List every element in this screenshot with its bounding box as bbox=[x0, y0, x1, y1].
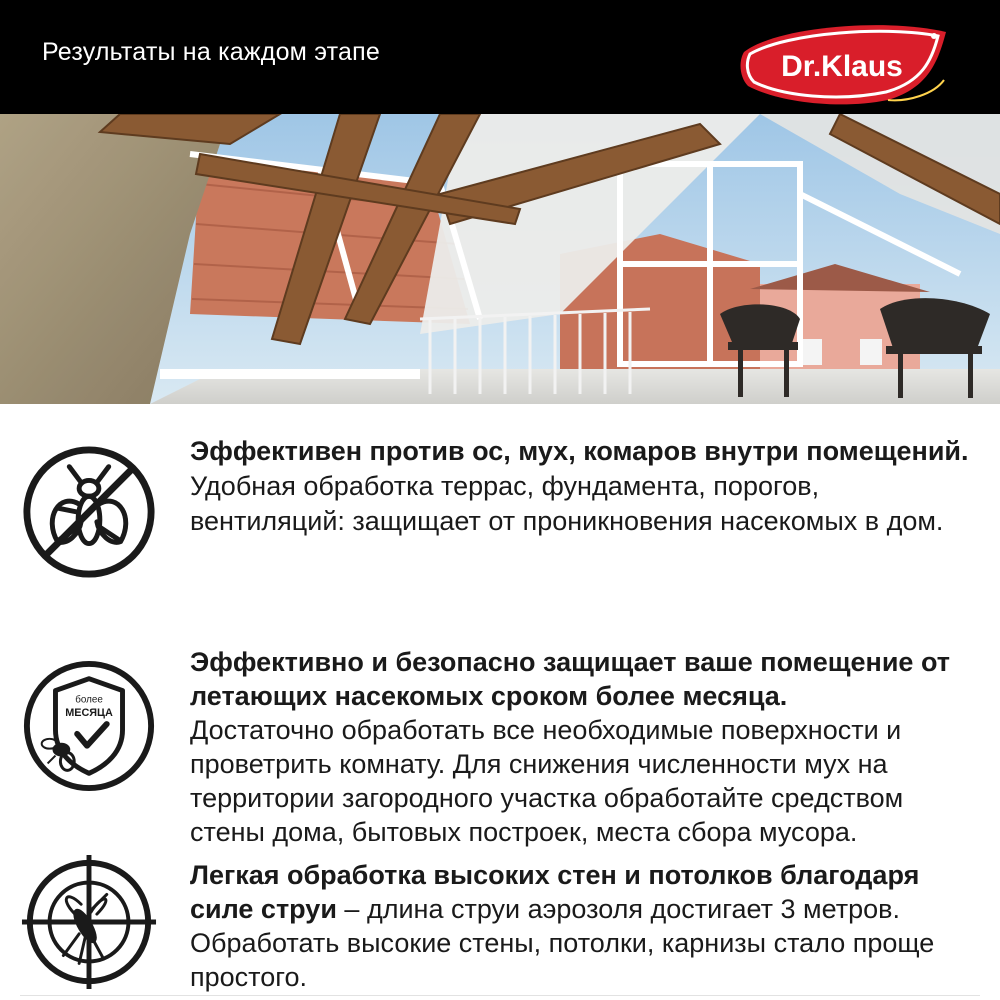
feature-text-2 bbox=[190, 645, 980, 849]
brand-logo bbox=[738, 22, 952, 106]
feature-text-1 bbox=[190, 434, 980, 539]
feature-body-1: Удобная обработка террас, фундамента, порогов, вентиляций: защищает от проникновения насекомых в дом. bbox=[190, 471, 944, 536]
bottom-divider bbox=[20, 995, 980, 996]
feature-title-2: Эффективно и безопасно защищает ваше помещение от летающих насекомых сроком более месяца. bbox=[190, 647, 950, 711]
shield-check-wasp-icon bbox=[20, 657, 158, 795]
page-title: Результаты на каждом этапе bbox=[42, 38, 380, 66]
feature-title-1: Эффективен против ос, мух, комаров внутри помещений. bbox=[190, 436, 969, 466]
attic-room-illustration bbox=[0, 114, 1000, 404]
brand-logo-text: Dr.Klaus bbox=[781, 50, 903, 83]
feature-text-3 bbox=[190, 858, 980, 994]
badge-line-1: более bbox=[75, 694, 103, 706]
crossed-fly-icon bbox=[20, 443, 158, 581]
feature-body-2: Достаточно обработать все необходимые поверхности и проветрить комнату. Для снижения численности мух на территории загородного участка обработайте средством стены дома, бытовых построек, места сбора мусора. bbox=[190, 715, 904, 847]
feature-body-3: – длина струи аэрозоля достигает 3 метров. Обработать высокие стены, потолки, карнизы стало проще простого. bbox=[190, 894, 935, 992]
hero-image bbox=[0, 114, 1000, 404]
crosshair-mosquito-icon bbox=[20, 853, 158, 991]
badge-line-2: МЕСЯЦА bbox=[65, 707, 113, 720]
feature-title-3: Легкая обработка высоких стен и потолков благодаря силе струи bbox=[190, 860, 920, 924]
header-bar bbox=[0, 0, 1000, 114]
